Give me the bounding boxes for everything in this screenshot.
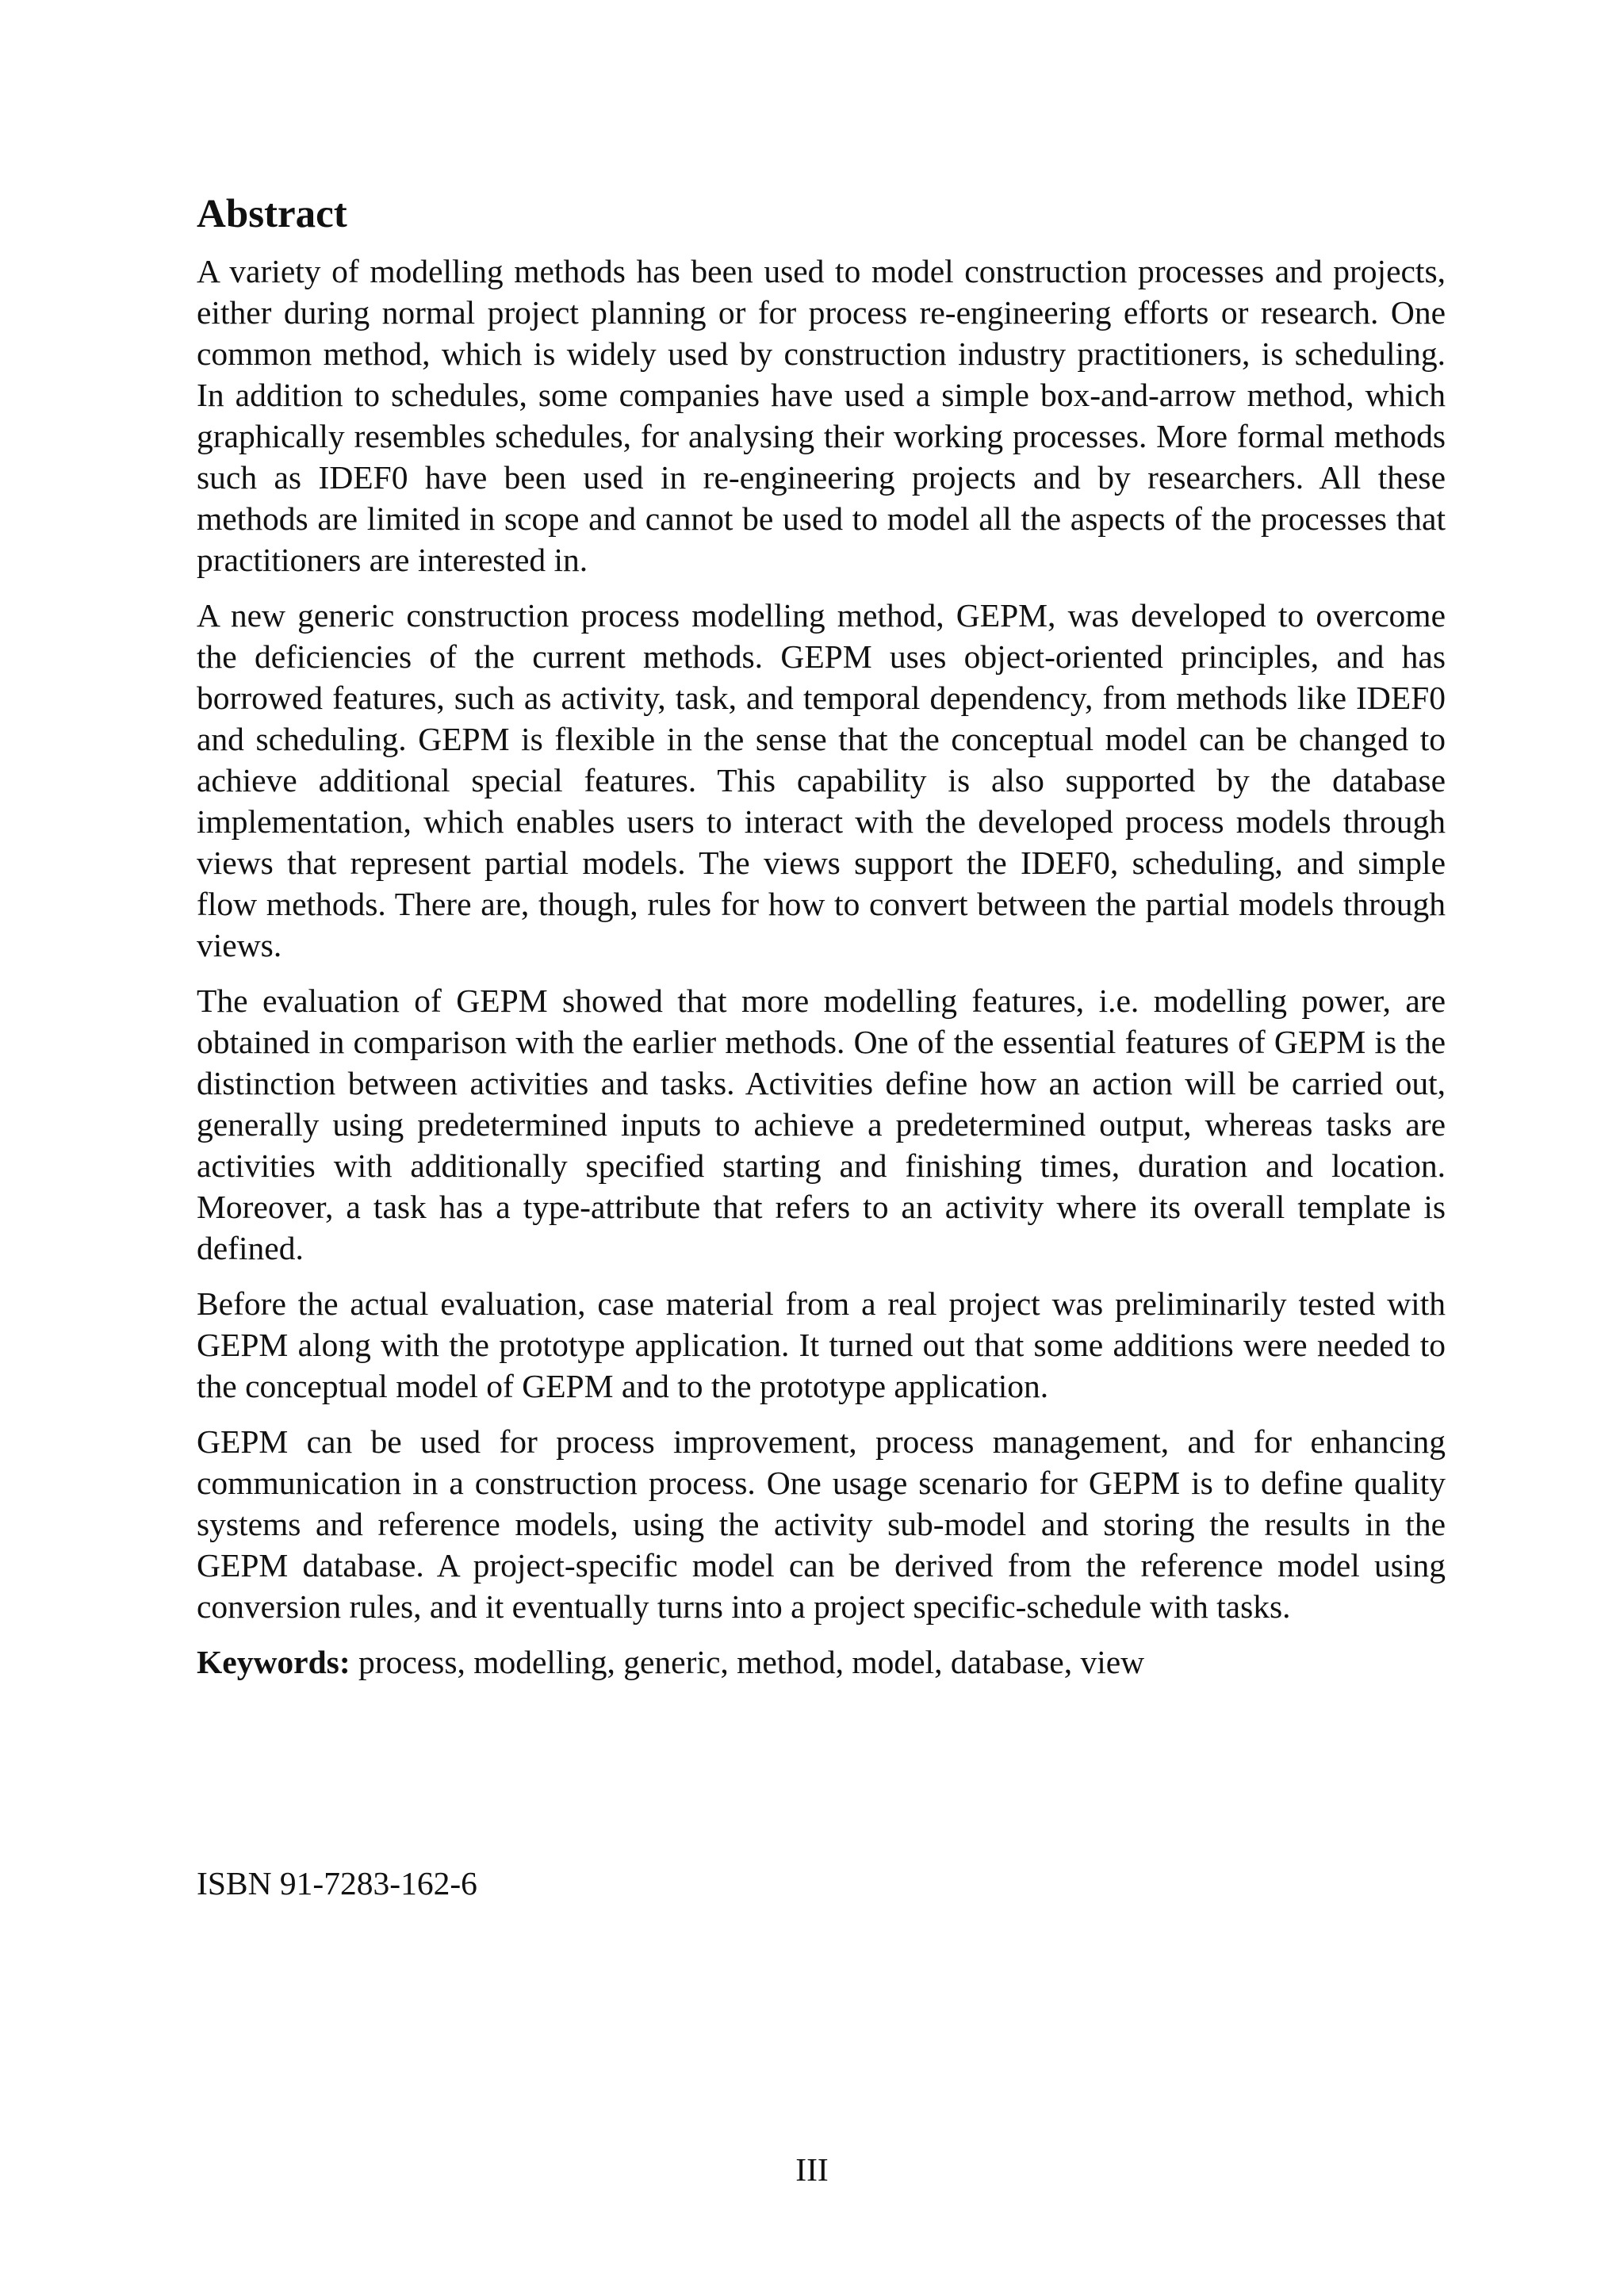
abstract-paragraph-1: A variety of modelling methods has been used to model construction processes and projects, either during normal project planning or for process re-engineering efforts or research. One common method, which is widely used by construction industry practitioners, is scheduling. In addition to schedules, some companies have used a simple box-and-arrow method, which graphically resembles schedules, for analysing their working processes. More formal methods such as IDEF0 have been used in re-engineering projects and by researchers. All these methods are limited in scope and cannot be used to model all the aspects of the processes that practitioners are interested in. [197,253,1446,578]
abstract-paragraph-4: Before the actual evaluation, case material from a real project was preliminarily tested with GEPM along with the prototype application. It turned out that some additions were needed to the conceptual model of GEPM and to the prototype application. [197,1285,1446,1404]
keywords-list: process, modelling, generic, method, model, database, view [350,1644,1145,1680]
abstract-paragraph-2: A new generic construction process modelling method, GEPM, was developed to overcome the deficiencies of the current methods. GEPM uses object-oriented principles, and has borrowed features, such as activity, task, and temporal dependency, from methods like IDEF0 and scheduling. GEPM is flexible in the sense that the conceptual model can be changed to achieve additional special features. This capability is also supported by the database implementation, which enables users to interact with the developed process models through views that represent partial models. The views support the IDEF0, scheduling, and simple flow methods. There are, though, rules for how to convert between the partial models through views. [197,597,1446,963]
keywords-line [197,1641,1446,1683]
page-number: III [795,2151,829,2188]
isbn-number: ISBN 91-7283-162-6 [197,1865,477,1901]
abstract-paragraph-5: GEPM can be used for process improvement, process management, and for enhancing communication in a construction process. One usage scenario for GEPM is to define quality systems and reference models, using the activity sub-model and storing the results in the GEPM database. A project-specific model can be derived from the reference model using conversion rules, and it eventually turns into a project specific-schedule with tasks. [197,1423,1446,1625]
abstract-heading: Abstract [197,192,347,236]
keywords-label: Keywords: [197,1644,350,1680]
abstract-section [197,190,1446,1683]
abstract-paragraph-3: The evaluation of GEPM showed that more modelling features, i.e. modelling power, are obtained in comparison with the earlier methods. One of the essential features of GEPM is the distinction between activities and tasks. Activities define how an action will be carried out, generally using predetermined inputs to achieve a predetermined output, whereas tasks are activities with additionally specified starting and finishing times, duration and location. Moreover, a task has a type-attribute that refers to an activity where its overall template is defined. [197,982,1446,1266]
